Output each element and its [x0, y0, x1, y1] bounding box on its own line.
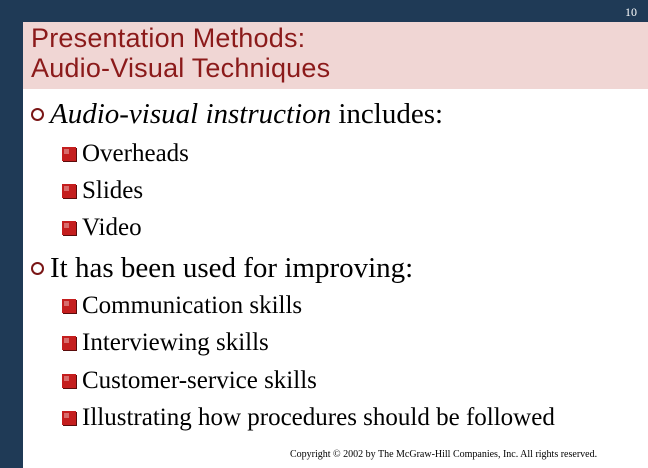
sub-bullet-text: Interviewing skills [82, 329, 269, 356]
slide-title-line-1: Presentation Methods: [31, 23, 306, 53]
sub-bullet-text: Video [82, 214, 142, 241]
sub-bullet-procedures [62, 404, 555, 432]
sub-bullet-communication [62, 292, 302, 320]
sub-bullet-video [62, 214, 142, 242]
bullet-audio-visual [31, 98, 443, 131]
sub-bullet-text: Overheads [82, 140, 189, 167]
slide-title-line-2: Audio-Visual Techniques [31, 53, 331, 83]
sub-bullet-text: Slides [82, 177, 144, 204]
top-frame-bar [0, 0, 648, 22]
square-bullet-icon [62, 184, 76, 198]
sub-bullet-overheads [62, 140, 189, 168]
left-frame-bar [0, 0, 23, 468]
sub-bullet-customer-service [62, 367, 317, 395]
square-bullet-icon [62, 411, 76, 425]
square-bullet-icon [62, 299, 76, 313]
bullet-text: includes: [331, 98, 444, 130]
bullet-used-for-improving [31, 252, 413, 285]
square-bullet-icon [62, 221, 76, 235]
ring-bullet-icon [31, 108, 44, 121]
ring-bullet-icon [31, 262, 44, 275]
bullet-italic-term: Audio-visual instruction [50, 98, 332, 130]
square-bullet-icon [62, 374, 76, 388]
sub-bullet-text: Customer-service skills [82, 367, 317, 394]
sub-bullet-text: Communication skills [82, 292, 303, 319]
copyright-notice: Copyright © 2002 by The McGraw-Hill Companies, Inc. All rights reserved. [290, 449, 598, 460]
slide-title [31, 23, 330, 83]
sub-bullet-text: Illustrating how procedures should be followed [82, 404, 555, 431]
square-bullet-icon [62, 147, 76, 161]
sub-bullet-interviewing [62, 329, 269, 357]
slide-number: 10 [625, 5, 637, 19]
square-bullet-icon [62, 336, 76, 350]
bullet-text: It has been used for improving: [50, 252, 414, 284]
sub-bullet-slides [62, 177, 143, 205]
